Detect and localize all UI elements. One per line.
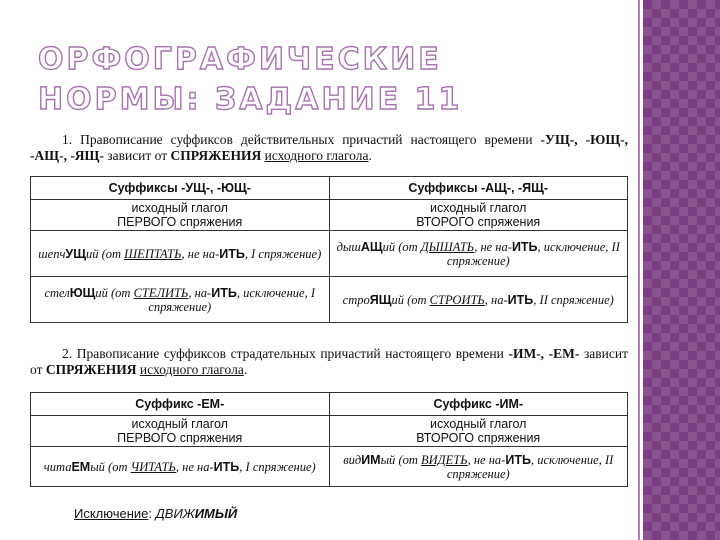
table-group-row (31, 200, 628, 231)
table-group-row (31, 416, 628, 447)
example-suffix: ИМ (361, 452, 381, 467)
example-suffix: УЩ (65, 246, 86, 261)
exception-word-suffix: ИМЫЙ (194, 506, 238, 521)
example-rest: , исключение, II спряжение) (446, 239, 620, 268)
table-header-row (31, 393, 628, 416)
example-note: , не на- (181, 246, 220, 261)
example-note: , не на- (175, 459, 214, 474)
section-1-keyword: СПРЯЖЕНИЯ (170, 148, 262, 163)
example-source-verb: ДЫШАТЬ (420, 239, 475, 254)
section-2-number: 2. (62, 346, 73, 361)
section-1-end: . (368, 148, 372, 163)
example-cell (329, 277, 628, 323)
group-line-1: исходный глагол (131, 201, 228, 215)
exception-note (74, 506, 237, 521)
example-verb-suffix: ИТЬ (211, 285, 237, 300)
conjugation-group-cell (329, 416, 628, 447)
section-1-suffixes: -УЩ-, -ЮЩ-, -АЩ-, -ЯЩ- (30, 132, 629, 163)
example-verb-suffix: ИТЬ (505, 452, 531, 467)
example-cell (31, 231, 330, 277)
section-2-end: . (243, 362, 248, 377)
section-1-number: 1. (62, 132, 73, 147)
example-stem: стел (44, 285, 70, 300)
example-open: (от (101, 246, 122, 261)
table-header-cell: Суффиксы -УЩ-, -ЮЩ- (31, 177, 330, 200)
active-participles-table (30, 176, 628, 323)
example-verb-suffix: ИТЬ (511, 239, 538, 254)
group-line-1: исходный глагол (131, 417, 228, 431)
section-1-middle: зависит от (107, 148, 168, 163)
example-rest: , II спряжение) (533, 292, 614, 307)
slide-title: ОРФОГРАФИЧЕСКИЕ НОРМЫ: ЗАДАНИЕ 11 (38, 42, 463, 117)
section-2-lead: Правописание суффиксов страдательных причастий настоящего времени (76, 346, 504, 361)
example-source-verb: СТРОИТЬ (429, 292, 485, 307)
side-divider-line (638, 0, 640, 540)
example-note: , на- (188, 285, 212, 300)
table-header-cell: Суффиксы -АЩ-, -ЯЩ- (329, 177, 628, 200)
example-cell (329, 231, 628, 277)
passive-participles-table (30, 392, 628, 487)
example-rest: , I спряжение) (239, 459, 316, 474)
example-note: , не на- (474, 239, 512, 254)
group-line-2: ВТОРОГО спряжения (416, 215, 541, 229)
example-note: , не на- (467, 452, 506, 467)
group-line-1: исходный глагол (430, 201, 527, 215)
exception-colon: : (148, 506, 153, 521)
example-stem: чита (43, 459, 72, 474)
example-ending: ий (382, 239, 396, 254)
table-row (31, 231, 628, 277)
table-header-cell: Суффикс -ИМ- (329, 393, 628, 416)
exception-label: Исключение (74, 506, 149, 521)
section-1-tail: исходного глагола (264, 148, 369, 163)
example-cell (31, 277, 330, 323)
example-note: , на- (484, 292, 508, 307)
example-suffix: АЩ (360, 239, 383, 254)
conjugation-group-cell (31, 200, 330, 231)
example-stem: вид (343, 452, 362, 467)
section-1-paragraph (30, 132, 628, 164)
example-source-verb: СТЕЛИТЬ (133, 285, 189, 300)
decorative-side-band (643, 0, 720, 540)
conjugation-group-cell (31, 416, 330, 447)
example-verb-suffix: ИТЬ (219, 246, 245, 261)
example-cell (31, 447, 330, 487)
example-rest: , исключение, I спряжение) (148, 285, 315, 314)
section-2-keyword: СПРЯЖЕНИЯ (45, 362, 137, 377)
example-verb-suffix: ИТЬ (507, 292, 534, 307)
example-suffix: ЯЩ (369, 292, 392, 307)
group-line-2: ВТОРОГО спряжения (416, 431, 541, 445)
section-2-middle: зависит от (30, 346, 628, 377)
group-line-2: ПЕРВОГО спряжения (117, 215, 243, 229)
example-ending: ий (391, 292, 404, 307)
example-cell (329, 447, 628, 487)
example-rest: , исключение, II спряжение) (446, 452, 614, 481)
example-rest: , I спряжение) (244, 246, 322, 261)
table-header-cell: Суффикс -ЕМ- (31, 393, 330, 416)
example-stem: шепч (38, 246, 66, 261)
example-ending: ий (85, 246, 99, 261)
exception-word-start: ДВИЖ (155, 506, 195, 521)
example-open: (от (108, 459, 128, 474)
table-header-row (31, 177, 628, 200)
section-2-tail: исходного глагола (139, 362, 244, 377)
example-source-verb: ШЕПТАТЬ (124, 246, 182, 261)
example-ending: ый (90, 459, 105, 474)
example-open: (от (398, 239, 418, 254)
example-suffix: ЕМ (71, 459, 91, 474)
example-verb-suffix: ИТЬ (213, 459, 240, 474)
section-2-paragraph (30, 346, 628, 378)
table-row (31, 277, 628, 323)
example-stem: дыш (336, 239, 361, 254)
example-open: (от (111, 285, 131, 300)
example-source-verb: ВИДЕТЬ (421, 452, 468, 467)
conjugation-group-cell (329, 200, 628, 231)
section-2-suffixes: -ИМ-, -ЕМ- (508, 346, 580, 361)
example-stem: стро (342, 292, 370, 307)
table-row (31, 447, 628, 487)
example-suffix: ЮЩ (69, 285, 96, 300)
example-open: (от (407, 292, 427, 307)
group-line-2: ПЕРВОГО спряжения (117, 431, 243, 445)
group-line-1: исходный глагол (430, 417, 527, 431)
section-1-lead: Правописание суффиксов действительных причастий настоящего времени (80, 132, 533, 147)
example-ending: ый (380, 452, 396, 467)
example-source-verb: ЧИТАТЬ (130, 459, 176, 474)
example-open: (от (398, 452, 418, 467)
example-ending: ий (95, 285, 108, 300)
